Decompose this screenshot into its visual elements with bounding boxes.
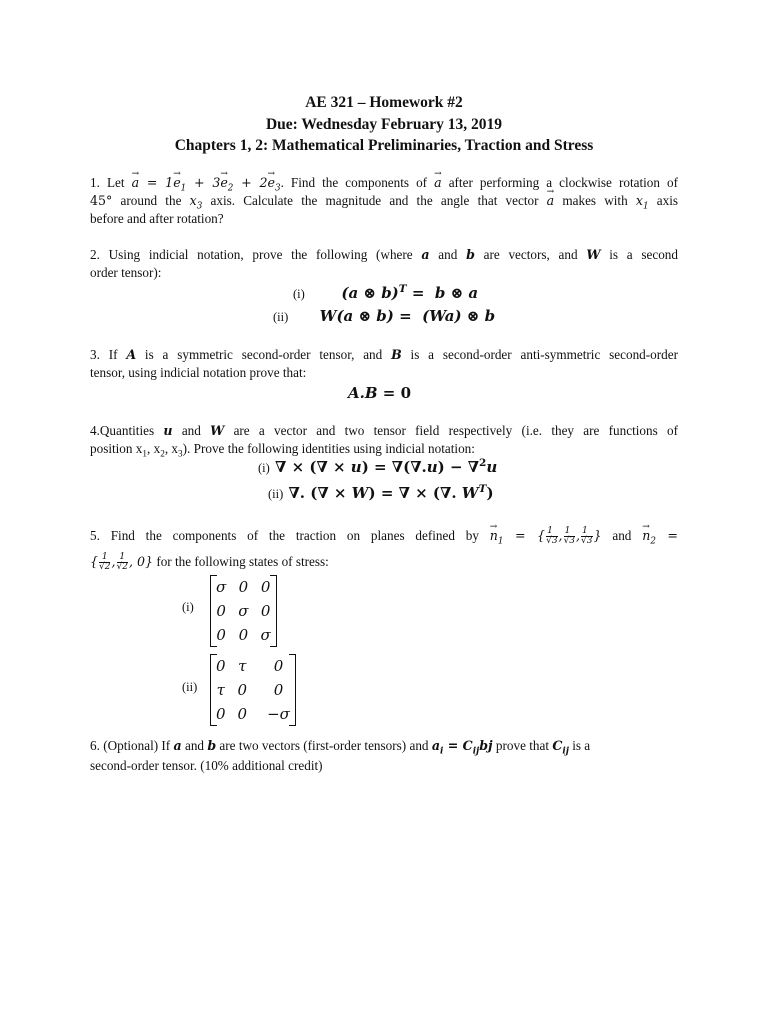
question-1: 1. Let → $a = 1\to e_1 + 3\to e_2 + 2\to e_3$. Find the components of → a after performing a clockwise rotation of bbox=[90, 174, 678, 192]
question-3-line-2: tensor, using indicial notation prove that: bbox=[90, 365, 307, 380]
matrix-ii-label: (ii) bbox=[182, 680, 198, 694]
matrix-i-label: (i) bbox=[182, 600, 194, 614]
matrix-i-cell: σ bbox=[216, 578, 227, 596]
question-6: 6. (Optional) If a and b are two vectors (first-order tensors) and $a_i = C_{ij}bj$ prove that $C_{ij}$ is a bbox=[90, 738, 591, 757]
course-title: AE 321 – Homework #2 bbox=[305, 94, 463, 111]
question-3: 3. If A is a symmetric second-order tensor, and B is a second-order anti-symmetric second-order bbox=[90, 347, 678, 362]
matrix-i-cell: σ bbox=[260, 626, 271, 644]
matrix-ii-cell: τ bbox=[216, 681, 225, 699]
matrix-ii-cell: 0 bbox=[273, 657, 284, 675]
question-4-line-2: position $x_1$, $x_2$, $x_3$). Prove the following identities using indicial notation: bbox=[90, 441, 475, 459]
question-2-line-2: order tensor): bbox=[90, 265, 162, 280]
matrix-ii-cell: −σ bbox=[267, 705, 290, 723]
matrix-ii-cell: 0 bbox=[216, 657, 226, 675]
question-6-line-2: second-order tensor. (10% additional credit) bbox=[90, 758, 323, 773]
matrix-ii-cell: 0 bbox=[237, 705, 248, 723]
question-2: 2. Using indicial notation, prove the following (where a and b are vectors, and W is a second bbox=[90, 247, 678, 262]
matrix-i-cell: 0 bbox=[260, 578, 271, 596]
matrix-ii-cell: 0 bbox=[216, 705, 226, 723]
equation-2-i: (i) (a ⊗ b)$^T$ = b ⊗ a bbox=[293, 283, 479, 302]
question-5: 5. Find the components of the traction on planes defined by → $n_1$ = { $\frac{1}{√3}$ , $\frac{1}{√3}$ , $\frac{1}{√3}$ } and → $n_2$ = bbox=[90, 527, 678, 546]
question-4: 4.Quantities u and W are a vector and two tensor field respectively (i.e. they are functions of bbox=[90, 423, 678, 438]
question-5-line-2: { $\frac{1}{√2}$ , $\frac{1}{√2}$ , 0} for the following states of stress: bbox=[90, 552, 329, 572]
matrix-ii-cell: 0 bbox=[273, 681, 284, 699]
equation-3: A.B = 0 bbox=[348, 384, 412, 402]
equation-2-ii: (ii) W(a ⊗ b) = (Wa) ⊗ b bbox=[273, 307, 496, 325]
chapters-heading: Chapters 1, 2: Mathematical Preliminaries, Traction and Stress bbox=[174, 137, 594, 154]
question-1-line-2: 45° around the $x_3$ axis. Calculate the magnitude and the angle that vector → a makes with $x_1$ axis bbox=[90, 192, 678, 210]
stress-matrix-ii bbox=[210, 654, 296, 726]
matrix-ii-cell: τ bbox=[238, 657, 247, 675]
matrix-i-cell: 0 bbox=[216, 626, 226, 644]
matrix-i-cell: σ bbox=[238, 602, 249, 620]
matrix-i-cell: 0 bbox=[238, 578, 249, 596]
matrix-i-cell: 0 bbox=[238, 626, 249, 644]
matrix-i-cell: 0 bbox=[260, 602, 271, 620]
equation-4-i: (i) ∇ × (∇ × u) = ∇(∇.u) − ∇$^2$u bbox=[258, 457, 498, 476]
due-date: Due: Wednesday February 13, 2019 bbox=[265, 116, 503, 133]
question-1-line-3: before and after rotation? bbox=[90, 211, 224, 226]
stress-matrix-i bbox=[210, 575, 277, 647]
matrix-i-cell: 0 bbox=[216, 602, 226, 620]
equation-4-ii: (ii) ∇. (∇ × W) = ∇ × (∇. $W^T$) bbox=[268, 483, 494, 502]
matrix-ii-cell: 0 bbox=[237, 681, 248, 699]
